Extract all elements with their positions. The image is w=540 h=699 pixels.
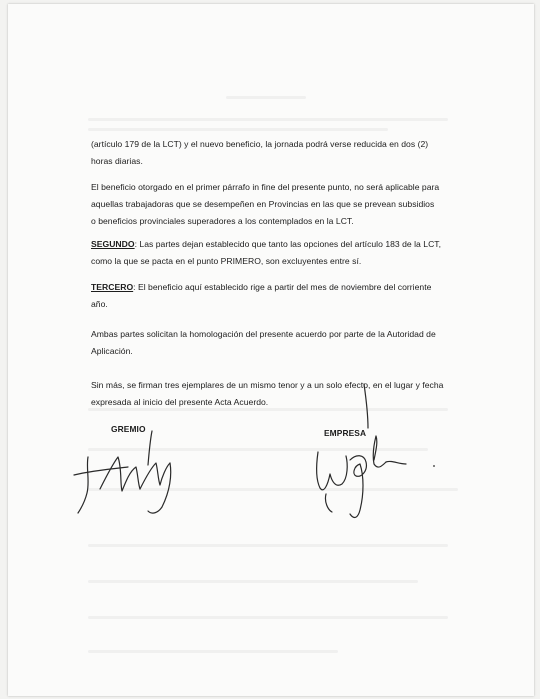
clause-heading-tercero: TERCERO (91, 282, 134, 292)
signature-gremio (70, 429, 190, 519)
clause-heading-segundo: SEGUNDO (91, 239, 135, 249)
show-through-line (88, 128, 388, 131)
paragraph-tercero (91, 279, 471, 313)
clause-text: : Las partes dejan establecido que tanto las opciones del artículo 183 de la LCT, (134, 239, 442, 249)
text-line: horas diarias. (91, 156, 143, 166)
document-page (8, 4, 534, 696)
signature-label-empresa: EMPRESA (324, 428, 367, 438)
show-through-line (88, 580, 418, 583)
paragraph-beneficio (91, 179, 471, 230)
paragraph-homologacion (91, 326, 471, 360)
text-line: año. (91, 299, 108, 309)
paragraph-segundo (91, 236, 471, 270)
text-line: El beneficio otorgado en el primer párrafo in fine del presente punto, no será aplicable para (91, 182, 440, 192)
text-line: (artículo 179 de la LCT) y el nuevo beneficio, la jornada podrá verse reducida en dos (2) (91, 139, 429, 149)
signature-label-gremio: GREMIO (111, 424, 146, 434)
paragraph-jornada (91, 136, 471, 170)
text-line: Aplicación. (91, 346, 133, 356)
show-through-line (226, 96, 306, 99)
signature-empresa (302, 384, 442, 524)
show-through-line (88, 616, 448, 619)
clause-text: : El beneficio aquí establecido rige a partir del mes de noviembre del corriente (133, 282, 432, 292)
text-line: como la que se pacta en el punto PRIMERO, son excluyentes entre sí. (91, 256, 362, 266)
show-through-line (88, 118, 448, 121)
text-line: Sin más, se firman tres ejemplares de un mismo tenor y a un solo efecto, en el lugar y fecha (91, 380, 444, 390)
show-through-line (88, 650, 338, 653)
show-through-line (88, 544, 448, 547)
text-line (91, 236, 471, 253)
text-line: aquellas trabajadoras que se desempeñen en Provincias en las que se prevean subsidios (91, 199, 435, 209)
text-line: o beneficios provinciales superadores a los contemplados en la LCT. (91, 216, 354, 226)
text-line: expresada al inicio del presente Acta Acuerdo. (91, 397, 269, 407)
text-line (91, 279, 471, 296)
text-line: Ambas partes solicitan la homologación del presente acuerdo por parte de la Autoridad de (91, 329, 436, 339)
